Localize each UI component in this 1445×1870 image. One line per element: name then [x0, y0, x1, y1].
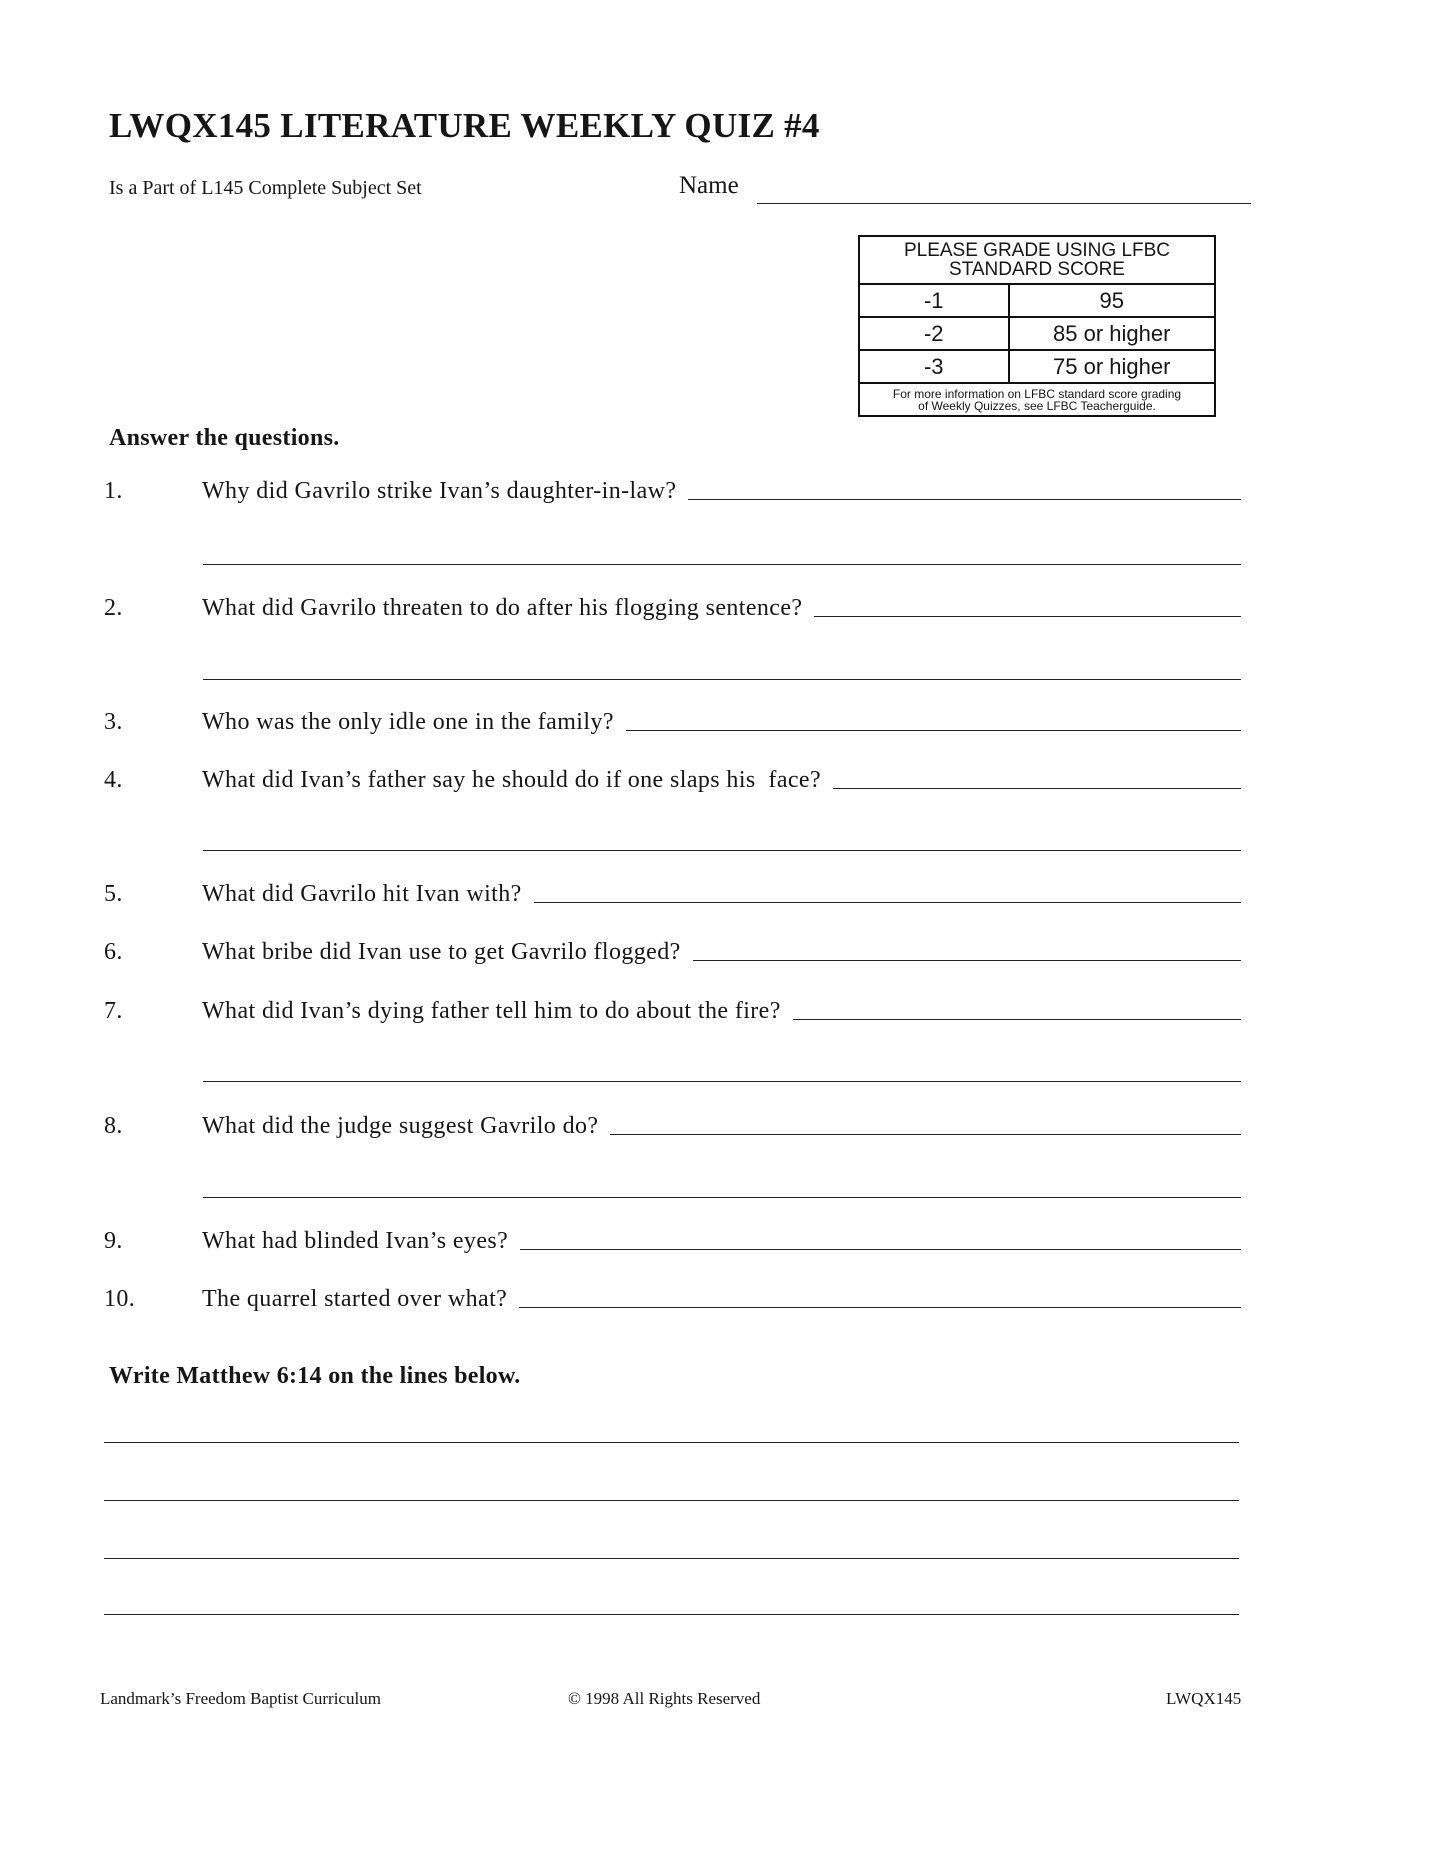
- name-label: Name: [679, 172, 739, 199]
- grading-row: [859, 350, 1215, 383]
- question-number: 5.: [104, 881, 123, 907]
- question-number: 9.: [104, 1228, 123, 1254]
- question-text: The quarrel started over what?: [202, 1286, 508, 1312]
- question-item: [104, 998, 1241, 1025]
- footer-publisher: Landmark’s Freedom Baptist Curriculum: [100, 1689, 381, 1708]
- question-item: [104, 1228, 1241, 1255]
- name-field[interactable]: [757, 203, 1251, 204]
- question-item: [104, 767, 1241, 794]
- grading-row: [859, 317, 1215, 350]
- question-text: What had blinded Ivan’s eyes?: [202, 1228, 509, 1254]
- verse-line[interactable]: [104, 1500, 1239, 1501]
- answer-line-continued[interactable]: [203, 1197, 1241, 1198]
- errors-cell: -2: [859, 317, 1009, 350]
- grading-note: For more information on LFBC standard score grading of Weekly Quizzes, see LFBC Teacherguide.: [859, 383, 1215, 416]
- answer-line-continued[interactable]: [203, 1081, 1241, 1082]
- question-item: [104, 595, 1241, 622]
- errors-cell: -3: [859, 350, 1009, 383]
- page-title: LWQX145 LITERATURE WEEKLY QUIZ #4: [109, 106, 820, 145]
- question-item: [104, 939, 1241, 966]
- verse-line[interactable]: [104, 1442, 1239, 1443]
- grading-row: [859, 284, 1215, 317]
- score-cell: 75 or higher: [1009, 350, 1215, 383]
- answer-line[interactable]: [626, 730, 1241, 731]
- answer-line[interactable]: [520, 1249, 1241, 1250]
- answer-line-continued[interactable]: [203, 564, 1241, 565]
- answer-line[interactable]: [833, 788, 1241, 789]
- question-number: 6.: [104, 939, 123, 965]
- question-text: What bribe did Ivan use to get Gavrilo flogged?: [202, 939, 681, 965]
- question-number: 3.: [104, 709, 123, 735]
- question-text: Who was the only idle one in the family?: [202, 709, 614, 735]
- question-number: 8.: [104, 1113, 123, 1139]
- answer-line[interactable]: [693, 960, 1241, 961]
- answer-line[interactable]: [688, 499, 1241, 500]
- errors-cell: -1: [859, 284, 1009, 317]
- question-item: [104, 1286, 1241, 1313]
- question-text: What did Ivan’s father say he should do if one slaps his face?: [202, 767, 822, 793]
- section-heading-verse: Write Matthew 6:14 on the lines below.: [109, 1363, 521, 1389]
- subtitle: Is a Part of L145 Complete Subject Set: [109, 177, 422, 199]
- answer-line[interactable]: [534, 902, 1241, 903]
- verse-line[interactable]: [104, 1614, 1239, 1615]
- grading-heading: PLEASE GRADE USING LFBC STANDARD SCORE: [859, 236, 1215, 284]
- question-number: 1.: [104, 478, 123, 504]
- section-heading-questions: Answer the questions.: [109, 425, 340, 451]
- question-number: 2.: [104, 595, 123, 621]
- question-text: What did Ivan’s dying father tell him to do about the fire?: [202, 998, 781, 1024]
- question-item: [104, 1113, 1241, 1140]
- score-cell: 95: [1009, 284, 1215, 317]
- question-number: 7.: [104, 998, 123, 1024]
- answer-line[interactable]: [519, 1307, 1241, 1308]
- question-text: What did Gavrilo hit Ivan with?: [202, 881, 522, 907]
- question-item: [104, 881, 1241, 908]
- grading-table: [858, 235, 1216, 417]
- question-text: What did Gavrilo threaten to do after his flogging sentence?: [202, 595, 803, 621]
- question-number: 10.: [104, 1286, 136, 1312]
- answer-line[interactable]: [610, 1134, 1241, 1135]
- question-number: 4.: [104, 767, 123, 793]
- answer-line[interactable]: [814, 616, 1241, 617]
- footer-copyright: © 1998 All Rights Reserved: [568, 1689, 761, 1708]
- question-text: What did the judge suggest Gavrilo do?: [202, 1113, 599, 1139]
- answer-line-continued[interactable]: [203, 679, 1241, 680]
- answer-line-continued[interactable]: [203, 850, 1241, 851]
- question-item: [104, 478, 1241, 505]
- score-cell: 85 or higher: [1009, 317, 1215, 350]
- answer-line[interactable]: [793, 1019, 1241, 1020]
- question-item: [104, 709, 1241, 736]
- footer-code: LWQX145: [1166, 1689, 1242, 1708]
- question-text: Why did Gavrilo strike Ivan’s daughter-in-law?: [202, 478, 677, 504]
- verse-line[interactable]: [104, 1558, 1239, 1559]
